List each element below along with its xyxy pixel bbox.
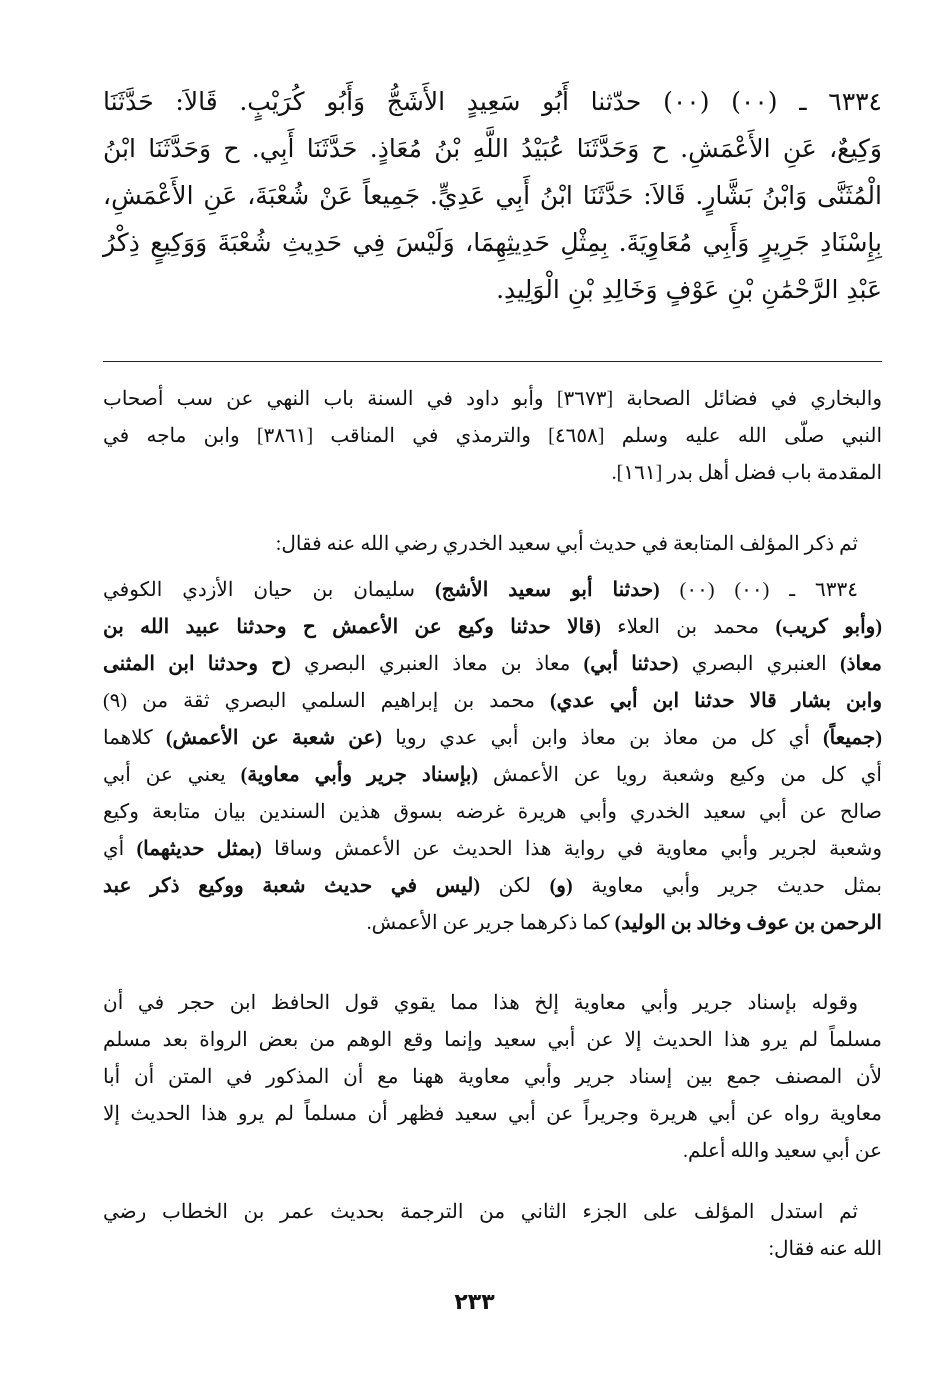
text-line — [103, 868, 882, 905]
page-number: ٢٣٣ — [454, 1290, 495, 1315]
text-segment: سليمان بن حيان الأزدي الكوفي — [103, 579, 435, 601]
text-segment: المقدمة باب فضل أهل بدر [١٦١]. — [611, 462, 882, 484]
text-line — [103, 1022, 882, 1059]
quoted-matn-segment: (بإسناد جرير وأبي معاوية) — [240, 764, 479, 786]
quoted-matn-segment: (و) — [549, 875, 573, 897]
text-line — [103, 720, 882, 757]
quoted-matn-segment: معاذ) — [839, 653, 882, 675]
text-segment: لكن — [479, 875, 550, 897]
text-line — [103, 794, 882, 831]
text-segment: وَكِيعٌ، عَنِ الأَعْمَشِ. ح وَحَدَّثَنَا عُبَيْدُ اللَّهِ بْنُ مُعَاذٍ. حَدَّثَنَا أَبِي. ح وَحَدَّثَنَا ابْنُ — [103, 134, 882, 163]
text-line — [103, 985, 882, 1022]
text-segment: أي — [103, 838, 137, 860]
text-line — [103, 78, 882, 125]
commentary-intro-next — [103, 1194, 882, 1268]
quoted-matn-segment: الرحمن بن عوف وخالد بن الوليد) — [614, 912, 882, 934]
text-segment: ٦٣٣٤ ـ (٠٠) (٠٠) — [659, 579, 858, 601]
quoted-matn-segment: (عن شعبة عن الأعمش) — [165, 727, 383, 749]
text-line — [103, 219, 882, 266]
text-line — [103, 646, 882, 683]
text-segment: معاذ بن معاذ العنبري البصري — [290, 653, 584, 675]
text-segment: عَبْدِ الرَّحْمَٰنِ بْنِ عَوْفٍ وَخَالِدِ بْنِ الْوَلِيدِ. — [496, 275, 882, 304]
text-segment: بِإِسْنَادِ جَرِيرٍ وَأَبِي مُعَاوِيَةَ. بِمِثْلِ حَدِيثِهِمَا، وَلَيْسَ فِي حَدِيثِ شُعْبَةَ وَوَكِيعٍ ذِكْرُ — [103, 228, 882, 257]
text-segment: أي كل من وكيع وشعبة رويا عن الأعمش — [478, 764, 882, 786]
text-segment: بمثل حديث جرير وأبي معاوية — [572, 875, 882, 897]
quoted-matn-segment: (ح وحدثنا ابن المثنى — [103, 653, 291, 675]
text-line — [103, 831, 882, 868]
text-segment: كلاهما — [103, 727, 166, 749]
text-segment: لأن المصنف جمع بين إسناد جرير وأبي معاوية ههنا مع أن المذكور في المتن أن أبا — [103, 1066, 882, 1088]
quoted-matn-segment: (ليس في حديث شعبة ووكيع ذكر عبد — [103, 875, 480, 897]
text-segment: الْمُثَنَّى وَابْنُ بَشَّارٍ. قَالاَ: حَدَّثَنَا ابْنُ أَبِي عَدِيٍّ. جَمِيعاً عَنْ شُعْبَةَ، عَنِ الأَعْمَشِ، — [103, 181, 882, 210]
text-segment: عن أبي سعيد والله أعلم. — [683, 1140, 882, 1162]
text-line — [103, 1194, 882, 1231]
text-segment: معاوية رواه عن أبي هريرة وجريراً عن أبي سعيد فظهر أن مسلماً لم يرو هذا الحديث إلا — [103, 1103, 882, 1125]
text-segment: ثم استدل المؤلف على الجزء الثاني من الترجمة بحديث عمر بن الخطاب رضي — [103, 1201, 858, 1223]
footnote-citations — [103, 381, 882, 492]
text-line — [103, 266, 882, 313]
text-line — [103, 1096, 882, 1133]
text-segment: مسلماً لم يرو هذا الحديث إلا عن أبي سعيد وإنما وقع الوهم من بعض الرواة بعد مسلم — [103, 1029, 882, 1051]
text-segment: محمد بن إبراهيم السلمي البصري ثقة من (٩) — [103, 690, 551, 712]
commentary-note — [103, 985, 882, 1170]
text-line — [103, 683, 882, 720]
commentary-body — [103, 572, 882, 942]
text-segment: وقوله بإسناد جرير وأبي معاوية إلخ هذا مما يقوي قول الحافظ ابن حجر في أن — [103, 992, 858, 1014]
text-line — [103, 526, 882, 563]
text-segment: ثم ذكر المؤلف المتابعة في حديث أبي سعيد الخدري رضي الله عنه فقال: — [275, 533, 858, 555]
hadith-text — [103, 78, 882, 313]
text-segment: صالح عن أبي سعيد الخدري وأبي هريرة غرضه بسوق هذين السندين بيان متابعة وكيع — [103, 801, 882, 823]
quoted-matn-segment: (جميعاً) — [822, 727, 882, 749]
text-line — [103, 1231, 882, 1268]
text-segment: الله عنه فقال: — [768, 1238, 882, 1260]
text-line — [103, 172, 882, 219]
text-line — [103, 905, 882, 942]
text-segment: ٦٣٣٤ ـ (٠٠) (٠٠) حدّثنا أَبُو سَعِيدٍ الأَشَجُّ وَأَبُو كُرَيْبٍ. قَالاَ: حَدَّثَنَا — [103, 87, 882, 116]
text-segment: وشعبة لجرير وأبي معاوية في رواية هذا الحديث عن الأعمش وساقا — [261, 838, 882, 860]
text-line — [103, 572, 882, 609]
text-line — [103, 1133, 882, 1170]
quoted-matn-segment: (قالا حدثنا وكيع عن الأعمش ح وحدثنا عبيد الله بن — [103, 616, 601, 638]
footnote-divider — [103, 361, 882, 362]
text-line — [103, 455, 882, 492]
quoted-matn-segment: (حدثنا أبو سعيد الأشج) — [434, 579, 660, 601]
text-segment: والبخاري في فضائل الصحابة [٣٦٧٣] وأبو داود في السنة باب النهي عن سب أصحاب — [103, 388, 882, 410]
quoted-matn-segment: (حدثنا أبي) — [583, 653, 679, 675]
commentary-intro — [103, 526, 882, 563]
quoted-matn-segment: (بمثل حديثهما) — [136, 838, 262, 860]
text-line — [103, 418, 882, 455]
text-segment: النبي صلّى الله عليه وسلم [٤٦٥٨] والترمذي في المناقب [٣٨٦١] وابن ماجه في — [103, 425, 882, 447]
text-segment: كما ذكرهما جرير عن الأعمش. — [366, 912, 615, 934]
text-segment: يعني عن أبي — [103, 764, 241, 786]
text-line — [103, 125, 882, 172]
text-line — [103, 381, 882, 418]
text-line — [103, 1059, 882, 1096]
quoted-matn-segment: وابن بشار قالا حدثنا ابن أبي عدي) — [550, 690, 883, 712]
text-segment: محمد بن العلاء — [600, 616, 776, 638]
text-segment: أي كل من معاذ بن معاذ وابن أبي عدي رويا — [382, 727, 823, 749]
text-segment: العنبري البصري — [678, 653, 840, 675]
quoted-matn-segment: (وأبو كريب) — [775, 616, 882, 638]
text-line — [103, 757, 882, 794]
text-line — [103, 609, 882, 646]
